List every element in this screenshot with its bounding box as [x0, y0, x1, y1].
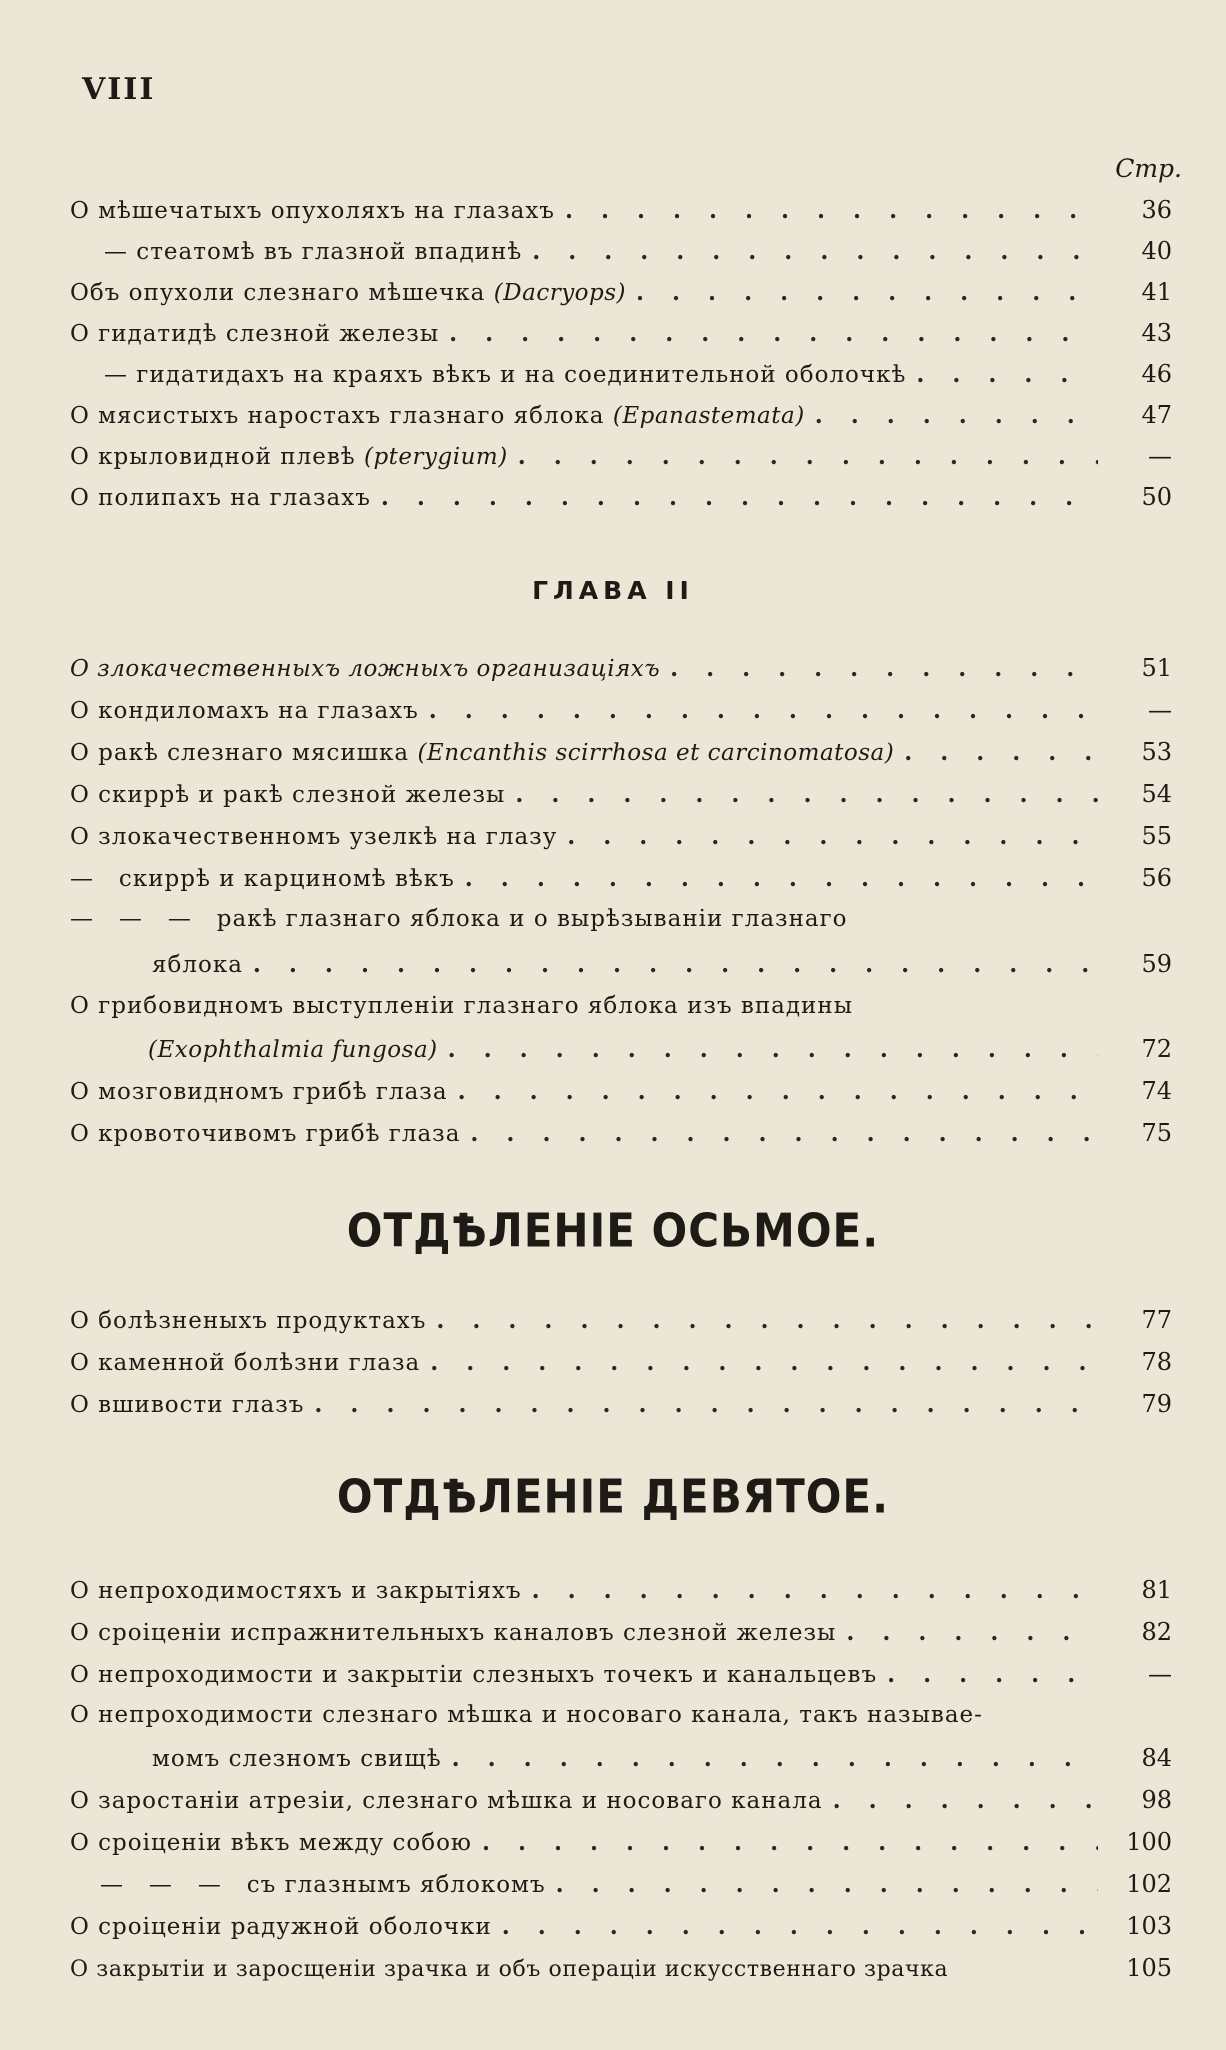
toc-entry-title: О скиррѣ и ракѣ слезной железы	[70, 782, 506, 808]
page-column-label: Стр.	[1115, 154, 1182, 183]
toc-entry-text: О мясистыхъ наростахъ глазнаго яблока	[70, 403, 605, 429]
toc-entry-title: О сроіценіи вѣкъ между собою	[70, 1830, 472, 1856]
toc-entry-page: 43	[1141, 319, 1172, 347]
toc-entry-title: О кондиломахъ на глазахъ	[70, 698, 419, 724]
toc-entry-title: яблока	[152, 952, 243, 978]
toc-entry	[148, 1035, 1172, 1063]
toc-entry-page: 46	[1141, 360, 1172, 388]
toc-entry-text: Объ опухоли слезнаго мѣшечка	[70, 280, 486, 306]
toc-entry	[152, 1744, 1172, 1772]
toc-entry-page: 40	[1141, 237, 1172, 265]
toc-entry-page: 72	[1141, 1035, 1172, 1063]
toc-entry-latin: (Exophthalmia fungosa)	[148, 1037, 438, 1063]
toc-entry-italic: О злокачественныхъ ложныхъ организаціяхъ	[70, 656, 661, 682]
toc-entry-page: —	[1148, 1660, 1172, 1688]
toc-entry	[70, 1348, 1172, 1376]
toc-entry-title: О полипахъ на глазахъ	[70, 485, 371, 511]
toc-entry	[70, 1390, 1172, 1418]
toc-entry	[70, 278, 1172, 306]
leader-dots	[887, 1661, 1098, 1688]
toc-entry-title: — скиррѣ и карциномѣ вѣкъ	[70, 866, 455, 892]
leader-dots	[449, 320, 1098, 347]
toc-entry-page: 59	[1141, 950, 1172, 978]
toc-entry-page: 74	[1141, 1077, 1172, 1105]
toc-entry	[70, 864, 1172, 892]
toc-entry	[70, 1786, 1172, 1814]
toc-entry-page: 102	[1126, 1870, 1172, 1898]
toc-entry-title: О непроходимости слезнаго мѣшка и носоваго канала, такъ называе-	[70, 1702, 983, 1728]
toc-entry	[70, 319, 1172, 347]
toc-entry-title: О сроіценіи испражнительныхъ каналовъ слезной железы	[70, 1620, 837, 1646]
toc-entry-text: О крыловидной плевѣ	[70, 444, 356, 470]
leader-dots	[470, 1120, 1098, 1147]
toc-entry	[70, 483, 1172, 511]
toc-entry	[70, 654, 1172, 682]
toc-entry-page: 41	[1141, 278, 1172, 306]
toc-entry-title: О непроходимостяхъ и закрытіяхъ	[70, 1578, 522, 1604]
toc-entry-title: — — — ракѣ глазнаго яблока и о вырѣзываніи глазнаго	[70, 906, 848, 932]
toc-entry	[104, 237, 1172, 265]
toc-entry	[70, 738, 1172, 766]
toc-entry-page: 51	[1141, 654, 1172, 682]
toc-entry	[70, 1912, 1172, 1940]
toc-entry	[70, 1306, 1172, 1334]
leader-dots	[916, 361, 1098, 388]
toc-entry	[104, 360, 1172, 388]
toc-entry-page: —	[1148, 442, 1172, 470]
toc-entry-text: О ракѣ слезнаго мясишка	[70, 740, 410, 766]
toc-entry-title: О болѣзненыхъ продуктахъ	[70, 1308, 427, 1334]
leader-dots	[833, 1787, 1098, 1814]
toc-entry	[70, 822, 1172, 850]
toc-entry-page: 84	[1141, 1744, 1172, 1772]
toc-entry-title	[70, 656, 660, 682]
toc-entry-title	[70, 740, 894, 766]
leader-dots	[515, 781, 1098, 808]
toc-entry	[70, 993, 1172, 1019]
toc-entry	[70, 401, 1172, 429]
toc-entry-title: О заростаніи атрезіи, слезнаго мѣшка и носоваго канала	[70, 1788, 823, 1814]
toc-entry-page: 79	[1141, 1390, 1172, 1418]
leader-dots	[815, 402, 1098, 429]
toc-entry-page: 82	[1141, 1618, 1172, 1646]
toc-entry	[70, 696, 1172, 724]
toc-entry-title: О каменной болѣзни глаза	[70, 1350, 421, 1376]
toc-entry	[70, 1576, 1172, 1604]
toc-entry	[70, 1660, 1172, 1688]
toc-entry-page: 100	[1126, 1828, 1172, 1856]
toc-entry-title: О мозговидномъ грибѣ глаза	[70, 1079, 448, 1105]
leader-dots	[532, 1577, 1098, 1604]
toc-entry-title: О вшивости глазъ	[70, 1392, 305, 1418]
toc-entry	[70, 1119, 1172, 1147]
toc-entry-page: 98	[1141, 1786, 1172, 1814]
toc-entry-title: О сроіценіи радужной оболочки	[70, 1914, 492, 1940]
toc-entry	[100, 1870, 1172, 1898]
toc-entry-page: 75	[1141, 1119, 1172, 1147]
page-number: VIII	[82, 72, 156, 107]
toc-entry-title: О непроходимости и закрытіи слезныхъ точекъ и канальцевъ	[70, 1662, 878, 1688]
toc-entry-page: 53	[1141, 738, 1172, 766]
toc-entry-title: О злокачественномъ узелкѣ на глазу	[70, 824, 558, 850]
leader-dots	[430, 1349, 1098, 1376]
toc-entry-title: О кровоточивомъ грибѣ глаза	[70, 1121, 461, 1147]
toc-entry-page: 55	[1141, 822, 1172, 850]
toc-entry	[70, 1618, 1172, 1646]
toc-entry-page: 47	[1141, 401, 1172, 429]
leader-dots	[465, 865, 1098, 892]
toc-entry-page: —	[1148, 696, 1172, 724]
toc-entry-title: момъ слезномъ свищѣ	[152, 1746, 442, 1772]
leader-dots	[381, 484, 1098, 511]
toc-entry	[70, 906, 1172, 932]
toc-entry-title: О мѣшечатыхъ опухоляхъ на глазахъ	[70, 198, 555, 224]
leader-dots	[846, 1619, 1098, 1646]
leader-dots	[565, 197, 1098, 224]
leader-dots	[253, 951, 1098, 978]
leader-dots	[904, 739, 1098, 766]
toc-entry-page: 50	[1141, 483, 1172, 511]
toc-entry-title: О грибовидномъ выступленіи глазнаго яблока изъ впадины	[70, 993, 854, 1019]
toc-entry-page: 81	[1141, 1576, 1172, 1604]
toc-entry-page: 54	[1141, 780, 1172, 808]
leader-dots	[448, 1036, 1098, 1063]
leader-dots	[556, 1871, 1098, 1898]
toc-entry-latin: (Encanthis scirrhosa et carcinomatosa)	[417, 740, 895, 766]
toc-entry-title	[70, 444, 508, 470]
toc-entry	[70, 1702, 1172, 1728]
toc-entry-page: 103	[1126, 1912, 1172, 1940]
toc-entry-page: 36	[1141, 196, 1172, 224]
toc-entry	[70, 780, 1172, 808]
toc-entry-title: — гидатидахъ на краяхъ вѣкъ и на соединительной оболочкѣ	[104, 362, 907, 388]
toc-entry	[70, 1077, 1172, 1105]
toc-entry-page: 56	[1141, 864, 1172, 892]
toc-entry-page: 78	[1141, 1348, 1172, 1376]
toc-entry-title	[70, 403, 805, 429]
toc-entry	[70, 196, 1172, 224]
toc-entry-page: 105	[1126, 1954, 1172, 1982]
leader-dots	[482, 1829, 1098, 1856]
leader-dots	[436, 1307, 1098, 1334]
leader-dots	[532, 238, 1098, 265]
toc-entry-title: О гидатидѣ слезной железы	[70, 321, 440, 347]
chapter-heading: ГЛАВА II	[532, 576, 694, 605]
leader-dots	[452, 1745, 1098, 1772]
section-heading: ОТДѢЛЕНІЕ ДЕВЯТОЕ.	[336, 1469, 890, 1524]
toc-entry	[152, 950, 1172, 978]
toc-entry-latin: (pterygium)	[363, 444, 508, 470]
toc-entry-latin: (Epanastemata)	[612, 403, 805, 429]
toc-entry-latin: (Dacryops)	[493, 280, 627, 306]
toc-entry-page: 77	[1141, 1306, 1172, 1334]
leader-dots	[518, 443, 1098, 470]
toc-entry-title: — — — съ глазнымъ яблокомъ	[100, 1872, 546, 1898]
leader-dots	[429, 697, 1098, 724]
toc-entry	[70, 442, 1172, 470]
toc-entry-title	[70, 280, 626, 306]
leader-dots	[314, 1391, 1098, 1418]
leader-dots	[502, 1913, 1098, 1940]
leader-dots	[636, 279, 1098, 306]
toc-entry	[70, 1954, 1172, 1982]
toc-entry-title: О закрытіи и заросщеніи зрачка и объ операціи искусственнаго зрачка	[70, 1957, 949, 1982]
leader-dots	[458, 1078, 1098, 1105]
leader-dots	[670, 655, 1098, 682]
leader-dots	[567, 823, 1098, 850]
section-heading: ОТДѢЛЕНІЕ ОСЬМОЕ.	[346, 1203, 880, 1258]
toc-entry-title: — стеатомѣ въ глазной впадинѣ	[104, 239, 523, 265]
toc-entry	[70, 1828, 1172, 1856]
toc-entry-title	[148, 1037, 438, 1063]
